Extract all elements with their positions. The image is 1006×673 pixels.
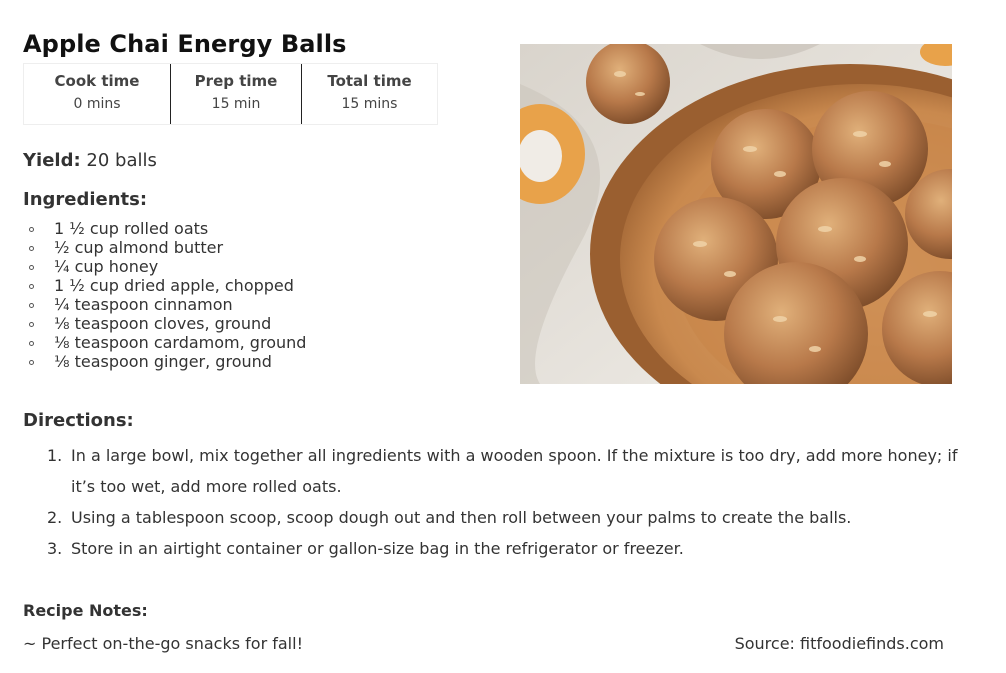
yield-value: 20 balls <box>86 150 157 171</box>
step-number: 1. <box>47 446 63 465</box>
recipe-title: Apple Chai Energy Balls <box>23 30 347 58</box>
ingredient-item <box>23 276 306 295</box>
ingredient-item <box>23 238 306 257</box>
directions-list <box>23 440 968 564</box>
bullet-icon <box>29 322 34 327</box>
bullet-icon <box>29 227 34 232</box>
directions-heading: Directions: <box>23 410 134 431</box>
yield <box>23 150 157 171</box>
bullet-icon <box>29 246 34 251</box>
ingredient-item <box>23 219 306 238</box>
bullet-icon <box>29 284 34 289</box>
step-number: 2. <box>47 508 63 527</box>
direction-step <box>23 440 968 502</box>
cook-time-cell <box>24 64 171 124</box>
recipe-source: Source: fitfoodiefinds.com <box>734 634 944 653</box>
prep-time-value: 15 min <box>211 96 261 112</box>
bullet-icon <box>29 341 34 346</box>
ingredient-text: 1 ½ cup dried apple, chopped <box>54 276 294 295</box>
ingredient-item <box>23 257 306 276</box>
step-text: Store in an airtight container or gallon-size bag in the refrigerator or freezer. <box>71 539 684 558</box>
prep-time-cell <box>171 64 302 124</box>
prep-time-label: Prep time <box>194 72 278 90</box>
yield-label: Yield: <box>23 150 81 171</box>
direction-step <box>23 533 968 564</box>
ingredient-item <box>23 295 306 314</box>
ingredient-text: 1 ½ cup rolled oats <box>54 219 209 238</box>
recipe-notes-heading: Recipe Notes: <box>23 601 148 620</box>
direction-step <box>23 502 968 533</box>
ingredient-text: ⅛ teaspoon ginger, ground <box>54 352 272 371</box>
ingredient-item <box>23 314 306 333</box>
cook-time-value: 0 mins <box>73 96 121 112</box>
time-table <box>23 63 438 125</box>
bullet-icon <box>29 360 34 365</box>
recipe-note: ~ Perfect on-the-go snacks for fall! <box>23 634 303 653</box>
ingredients-heading: Ingredients: <box>23 189 148 210</box>
ingredients-list <box>23 219 306 371</box>
total-time-cell <box>302 64 437 124</box>
total-time-value: 15 mins <box>341 96 398 112</box>
bullet-icon <box>29 265 34 270</box>
step-text: In a large bowl, mix together all ingredients with a wooden spoon. If the mixture is too dry, add more honey; if it’s too wet, add more rolled oats. <box>71 446 958 496</box>
ingredient-text: ¼ cup honey <box>54 257 159 276</box>
step-text: Using a tablespoon scoop, scoop dough out and then roll between your palms to create the balls. <box>71 508 852 527</box>
energy-balls-photo-illustration <box>520 44 952 384</box>
step-number: 3. <box>47 539 63 558</box>
ingredient-text: ⅛ teaspoon cloves, ground <box>54 314 272 333</box>
ingredient-text: ¼ teaspoon cinnamon <box>54 295 233 314</box>
recipe-photo <box>520 44 952 384</box>
ingredient-text: ⅛ teaspoon cardamom, ground <box>54 333 307 352</box>
ingredient-text: ½ cup almond butter <box>54 238 224 257</box>
ingredient-item <box>23 333 306 352</box>
bullet-icon <box>29 303 34 308</box>
cook-time-label: Cook time <box>54 72 140 90</box>
total-time-label: Total time <box>327 72 412 90</box>
ingredient-item <box>23 352 306 371</box>
